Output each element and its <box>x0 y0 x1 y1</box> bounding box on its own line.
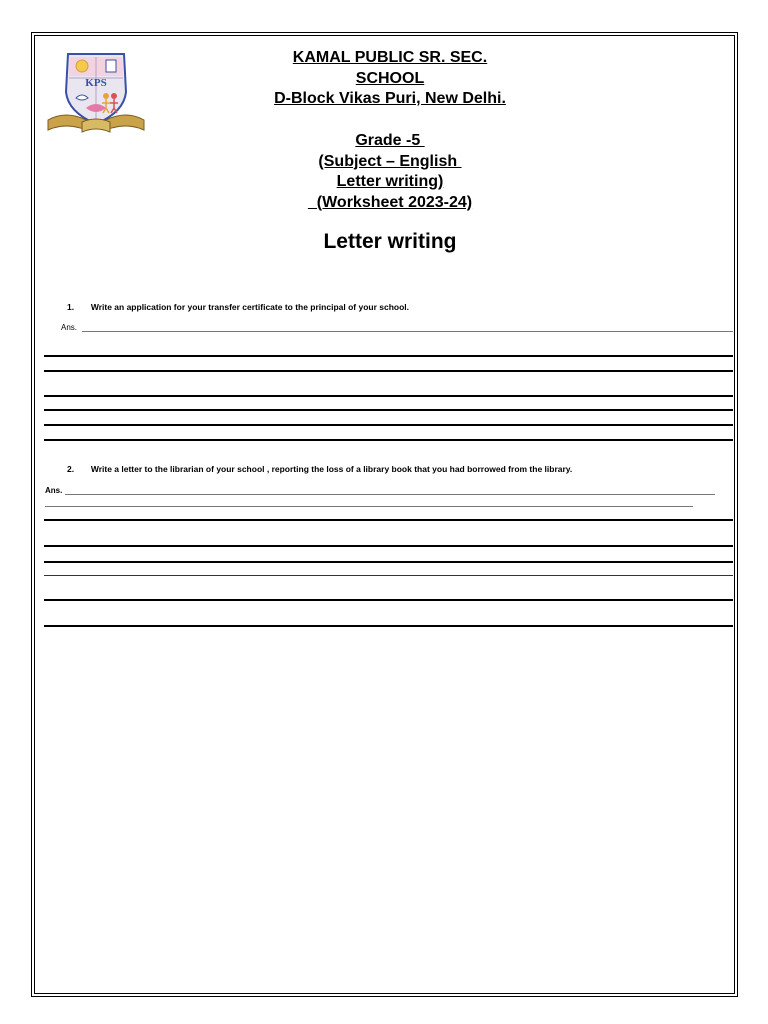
school-address: D-Block Vikas Puri, New Delhi. <box>274 90 506 107</box>
answer-1-line[interactable] <box>44 355 733 357</box>
answer-1-line[interactable] <box>44 424 733 426</box>
school-name-line1: KAMAL PUBLIC SR. SEC. <box>292 49 488 66</box>
answer-2-line[interactable] <box>44 519 733 521</box>
school-header <box>190 48 590 110</box>
question-1-number: 1. <box>67 302 75 312</box>
answer-2-line[interactable] <box>65 494 715 495</box>
topic-label: Letter writing) <box>336 173 444 190</box>
answer-1-line[interactable] <box>82 331 733 332</box>
answer-1-label: Ans. <box>61 323 78 332</box>
crest-initials: KPS <box>85 77 107 89</box>
question-2-number: 2. <box>67 464 75 474</box>
answer-2-line[interactable] <box>44 599 733 601</box>
grade-label: Grade -5 <box>355 132 425 149</box>
question-2-text: Write a letter to the librarian of your school , reporting the loss of a library book that you had borrowed from the library. <box>90 464 573 474</box>
answer-1-line[interactable] <box>44 370 733 372</box>
answer-2-line[interactable] <box>45 506 693 507</box>
question-1 <box>67 302 409 312</box>
answer-2-line[interactable] <box>44 625 733 627</box>
school-name-line2: SCHOOL <box>355 69 425 87</box>
answer-2-line[interactable] <box>44 545 733 547</box>
answer-1-line[interactable] <box>44 439 733 441</box>
answer-2-label: Ans. <box>45 486 63 495</box>
subject-label: (Subject – English <box>318 152 462 170</box>
question-2 <box>67 464 572 474</box>
school-crest-logo <box>46 46 146 136</box>
answer-2-line[interactable] <box>44 575 733 576</box>
session-label: (Worksheet 2023-24) <box>307 193 473 211</box>
answer-1-line[interactable] <box>44 395 733 397</box>
page-title: Letter writing <box>323 230 457 253</box>
answer-2-line[interactable] <box>44 561 733 563</box>
answer-1-line[interactable] <box>44 409 733 411</box>
question-1-text: Write an application for your transfer certificate to the principal of your school. <box>90 302 410 312</box>
worksheet-info <box>190 131 590 213</box>
